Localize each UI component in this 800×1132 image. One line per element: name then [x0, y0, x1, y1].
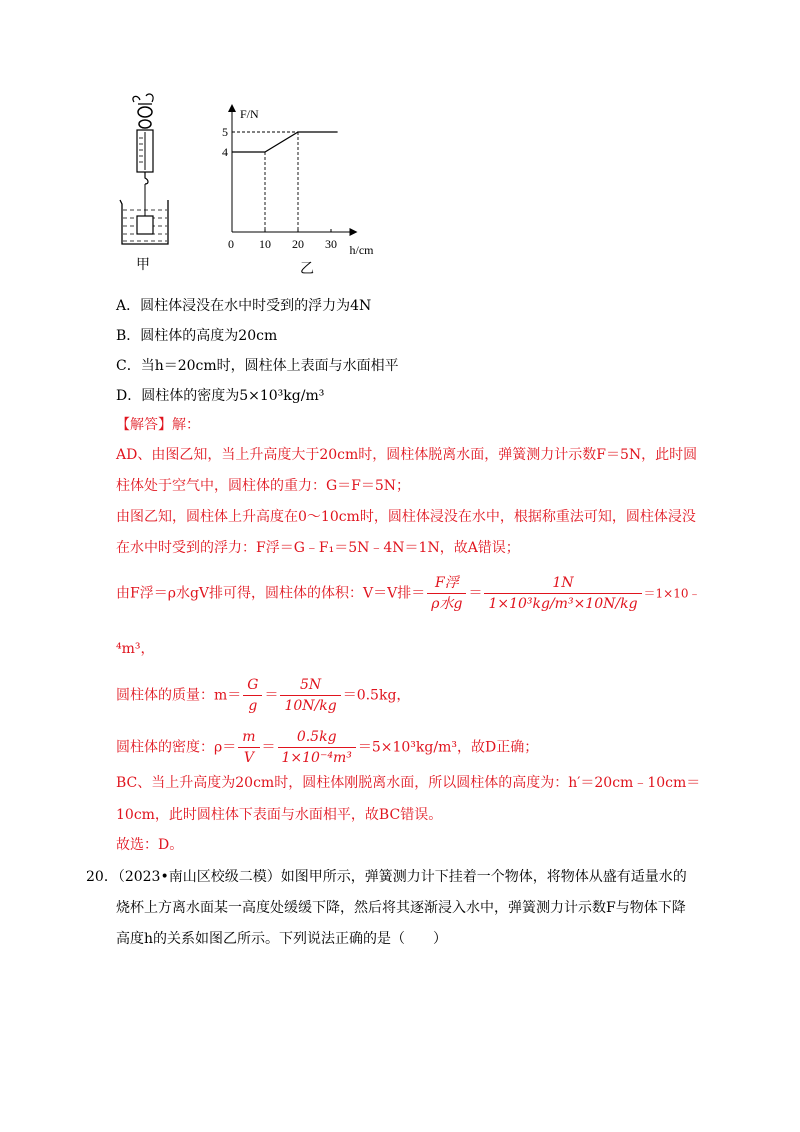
figure-caption-right: 乙: [300, 261, 314, 277]
density-frac1-den: V: [243, 750, 254, 766]
mass-frac1-num: G: [243, 676, 262, 696]
force-height-chart: [210, 100, 400, 280]
answer-bc-line2: 10cm，此时圆柱体下表面与水面相平，故BC错误。: [116, 807, 443, 823]
density-fraction-1: [238, 728, 259, 767]
answer-ad-line4: 在水中时受到的浮力：F浮＝G﹣F₁＝5N﹣4N＝1N，故A错误；: [116, 540, 520, 556]
answer-bc-line1: BC、当上升高度为20cm时，圆柱体刚脱离水面，所以圆柱体的高度为：h′＝20cm﹣10cm＝: [116, 775, 701, 791]
apparatus-figure: [112, 92, 182, 272]
answer-heading: 【解答】解：: [116, 417, 200, 433]
density-result: ＝5×10³kg/m³，故D正确；: [357, 739, 539, 756]
question20-line3: 高度h的关系如图乙所示。下列说法正确的是（ ）: [116, 931, 448, 947]
volume-frac2-num: 1N: [484, 574, 641, 594]
mass-frac2-num: 5N: [280, 676, 340, 696]
series-line: [232, 132, 338, 152]
volume-frac1-num: F浮: [427, 574, 466, 594]
density-frac1-num: m: [238, 728, 259, 748]
density-frac2-den: 1×10⁻⁴m³: [281, 750, 352, 766]
y-tick-label: 4: [222, 145, 228, 159]
volume-formula: 由F浮＝ρ水gV排可得，圆柱体的体积：V＝V排＝ $\frac{\text{F浮}}{\text{ρ水g}}$ ＝ $\frac{1N}{\text{1×10³kg/m³×10N/kg}}$ ＝1×10﹣: [116, 575, 701, 612]
mass-result: ＝0.5kg，: [342, 687, 411, 704]
y-tick-label: 5: [222, 125, 228, 139]
density-fraction-2: [278, 728, 356, 767]
option-c: C．当h＝20cm时，圆柱体上表面与水面相平: [116, 358, 399, 374]
question20-line1: 20．（2023•南山区校级二模）如图甲所示，弹簧测力计下挂着一个物体，将物体从盛有适量水的: [86, 869, 687, 885]
answer-ad-line2: 柱体处于空气中，圆柱体的重力：G＝F＝5N；: [116, 478, 411, 494]
x-axis-label: h/cm: [349, 243, 374, 257]
x-tick-label: 30: [325, 237, 337, 251]
density-formula: 圆柱体的密度：ρ＝ $\frac{m}{V}$ ＝ $\frac{0.5kg}{\text{1×10⁻⁴m³}}$ ＝5×10³kg/m³，故D正确；: [116, 729, 539, 766]
answer-ad-line3: 由图乙知，圆柱体上升高度在0～10cm时，圆柱体浸没在水中，根据称重法可知，圆柱体浸没: [116, 509, 696, 525]
volume-fraction-2: [484, 574, 641, 613]
x-tick-label: 20: [292, 237, 304, 251]
density-prefix: 圆柱体的密度：ρ＝: [116, 739, 237, 756]
volume-frac1-den: ρ水g: [431, 596, 463, 612]
answer-ad-line1: AD、由图乙知，当上升高度大于20cm时，圆柱体脱离水面，弹簧测力计示数F＝5N，此时圆: [116, 447, 698, 463]
volume-fraction-1: [427, 574, 466, 613]
mass-fraction-1: [243, 676, 262, 715]
mass-prefix: 圆柱体的质量：m＝: [116, 687, 242, 704]
x-tick-label: 0: [228, 237, 234, 251]
mass-frac1-den: g: [248, 698, 258, 714]
option-b: B．圆柱体的高度为20cm: [116, 328, 278, 344]
volume-tail: ⁴m³，: [116, 641, 155, 657]
density-frac2-num: 0.5kg: [278, 728, 356, 748]
x-tick-label: 10: [259, 237, 271, 251]
mass-frac2-den: 10N/kg: [284, 698, 337, 714]
y-axis-label: F/N: [240, 107, 259, 121]
mass-fraction-2: [280, 676, 340, 715]
option-d: D．圆柱体的密度为5×10³kg/m³: [116, 388, 325, 404]
volume-frac2-den: 1×10³kg/m³×10N/kg: [488, 596, 638, 612]
answer-choice: 故选：D。: [116, 837, 184, 853]
volume-result: ＝1×10﹣: [643, 586, 701, 601]
option-a: A．圆柱体浸没在水中时受到的浮力为4N: [116, 298, 372, 314]
question20-line2: 烧杯上方离水面某一高度处缓缓下降，然后将其逐渐浸入水中，弹簧测力计示数F与物体下降: [116, 900, 686, 916]
figure-caption-left: 甲: [136, 257, 150, 273]
volume-prefix: 由F浮＝ρ水gV排可得，圆柱体的体积：V＝V排＝: [116, 585, 426, 602]
mass-formula: 圆柱体的质量：m＝ $\frac{G}{g}$ ＝ $\frac{5N}{10N/kg}$ ＝0.5kg，: [116, 677, 411, 714]
